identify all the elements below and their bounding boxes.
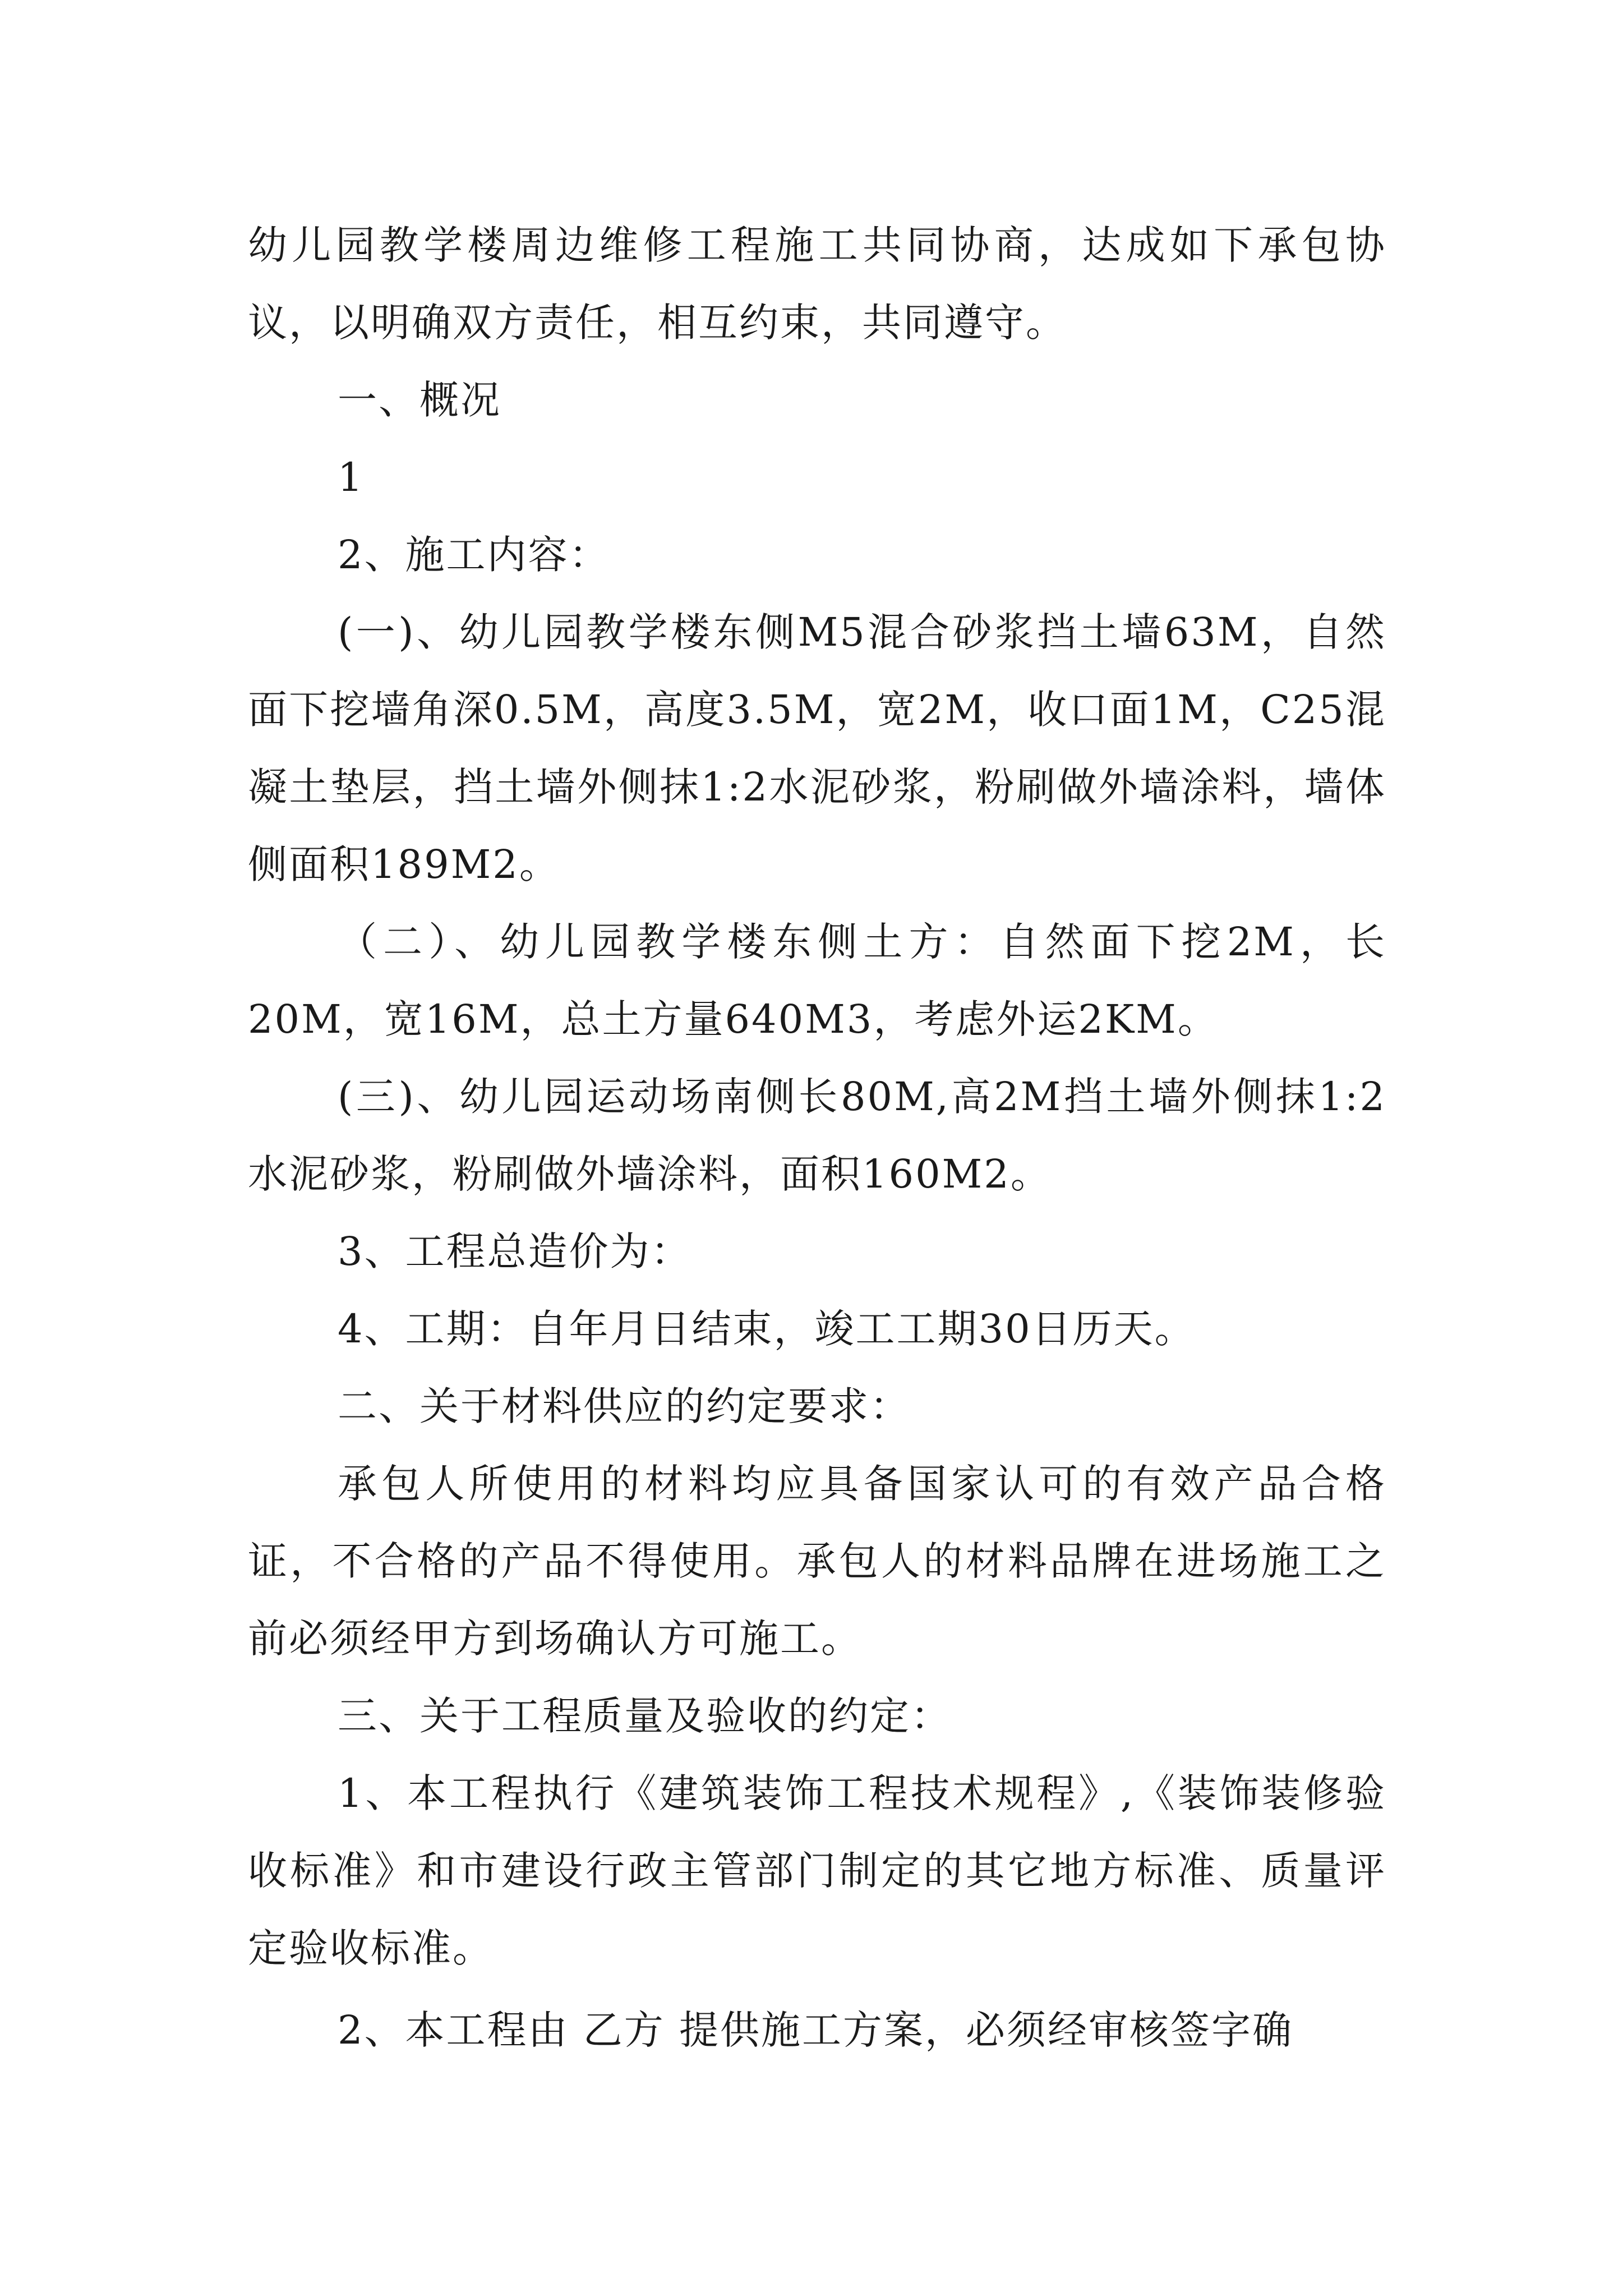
list-item-construction-content: 2、施工内容： xyxy=(338,532,610,578)
section-heading-overview: 一、概况 xyxy=(338,377,501,423)
paragraph-quality-2: 2、本工程由 乙方 提供施工方案，必须经审核签字确 xyxy=(338,2007,1294,2053)
paragraph-item-two: （二）、幼儿园教学楼东侧土方：自然面下挖2M，长20M，宽16M，总土方量640M3，考虑外运2KM。 xyxy=(248,919,1386,1042)
section-heading-materials: 二、关于材料供应的约定要求： xyxy=(338,1383,911,1429)
list-item-total-cost: 3、工程总造价为： xyxy=(338,1228,692,1274)
section-heading-quality: 三、关于工程质量及验收的约定： xyxy=(338,1693,952,1739)
list-item-1: 1 xyxy=(338,454,365,500)
paragraph-item-one: (一)、幼儿园教学楼东侧M5混合砂浆挡土墙63M，自然面下挖墙角深0.5M，高度3.5M，宽2M，收口面1M，C25混凝土垫层，挡土墙外侧抹1:2水泥砂浆，粉刷做外墙涂料，墙体侧面积189M2。 xyxy=(248,609,1386,887)
paragraph-item-three: (三)、幼儿园运动场南侧长80M,高2M挡土墙外侧抹1:2水泥砂浆，粉刷做外墙涂料，面积160M2。 xyxy=(248,1074,1386,1197)
document-body xyxy=(248,206,1386,2069)
list-item-duration: 4、工期：自年月日结束，竣工工期30日历天。 xyxy=(338,1306,1196,1352)
paragraph-quality-1: 1、本工程执行《建筑装饰工程技术规程》,《装饰装修验收标准》和市建设行政主管部门制定的其它地方标准、质量评定验收标准。 xyxy=(248,1770,1386,1971)
paragraph-materials: 承包人所使用的材料均应具备国家认可的有效产品合格证，不合格的产品不得使用。承包人的材料品牌在进场施工之前必须经甲方到场确认方可施工。 xyxy=(248,1461,1386,1662)
paragraph-intro: 幼儿园教学楼周边维修工程施工共同协商，达成如下承包协议，以明确双方责任，相互约束，共同遵守。 xyxy=(248,222,1386,346)
